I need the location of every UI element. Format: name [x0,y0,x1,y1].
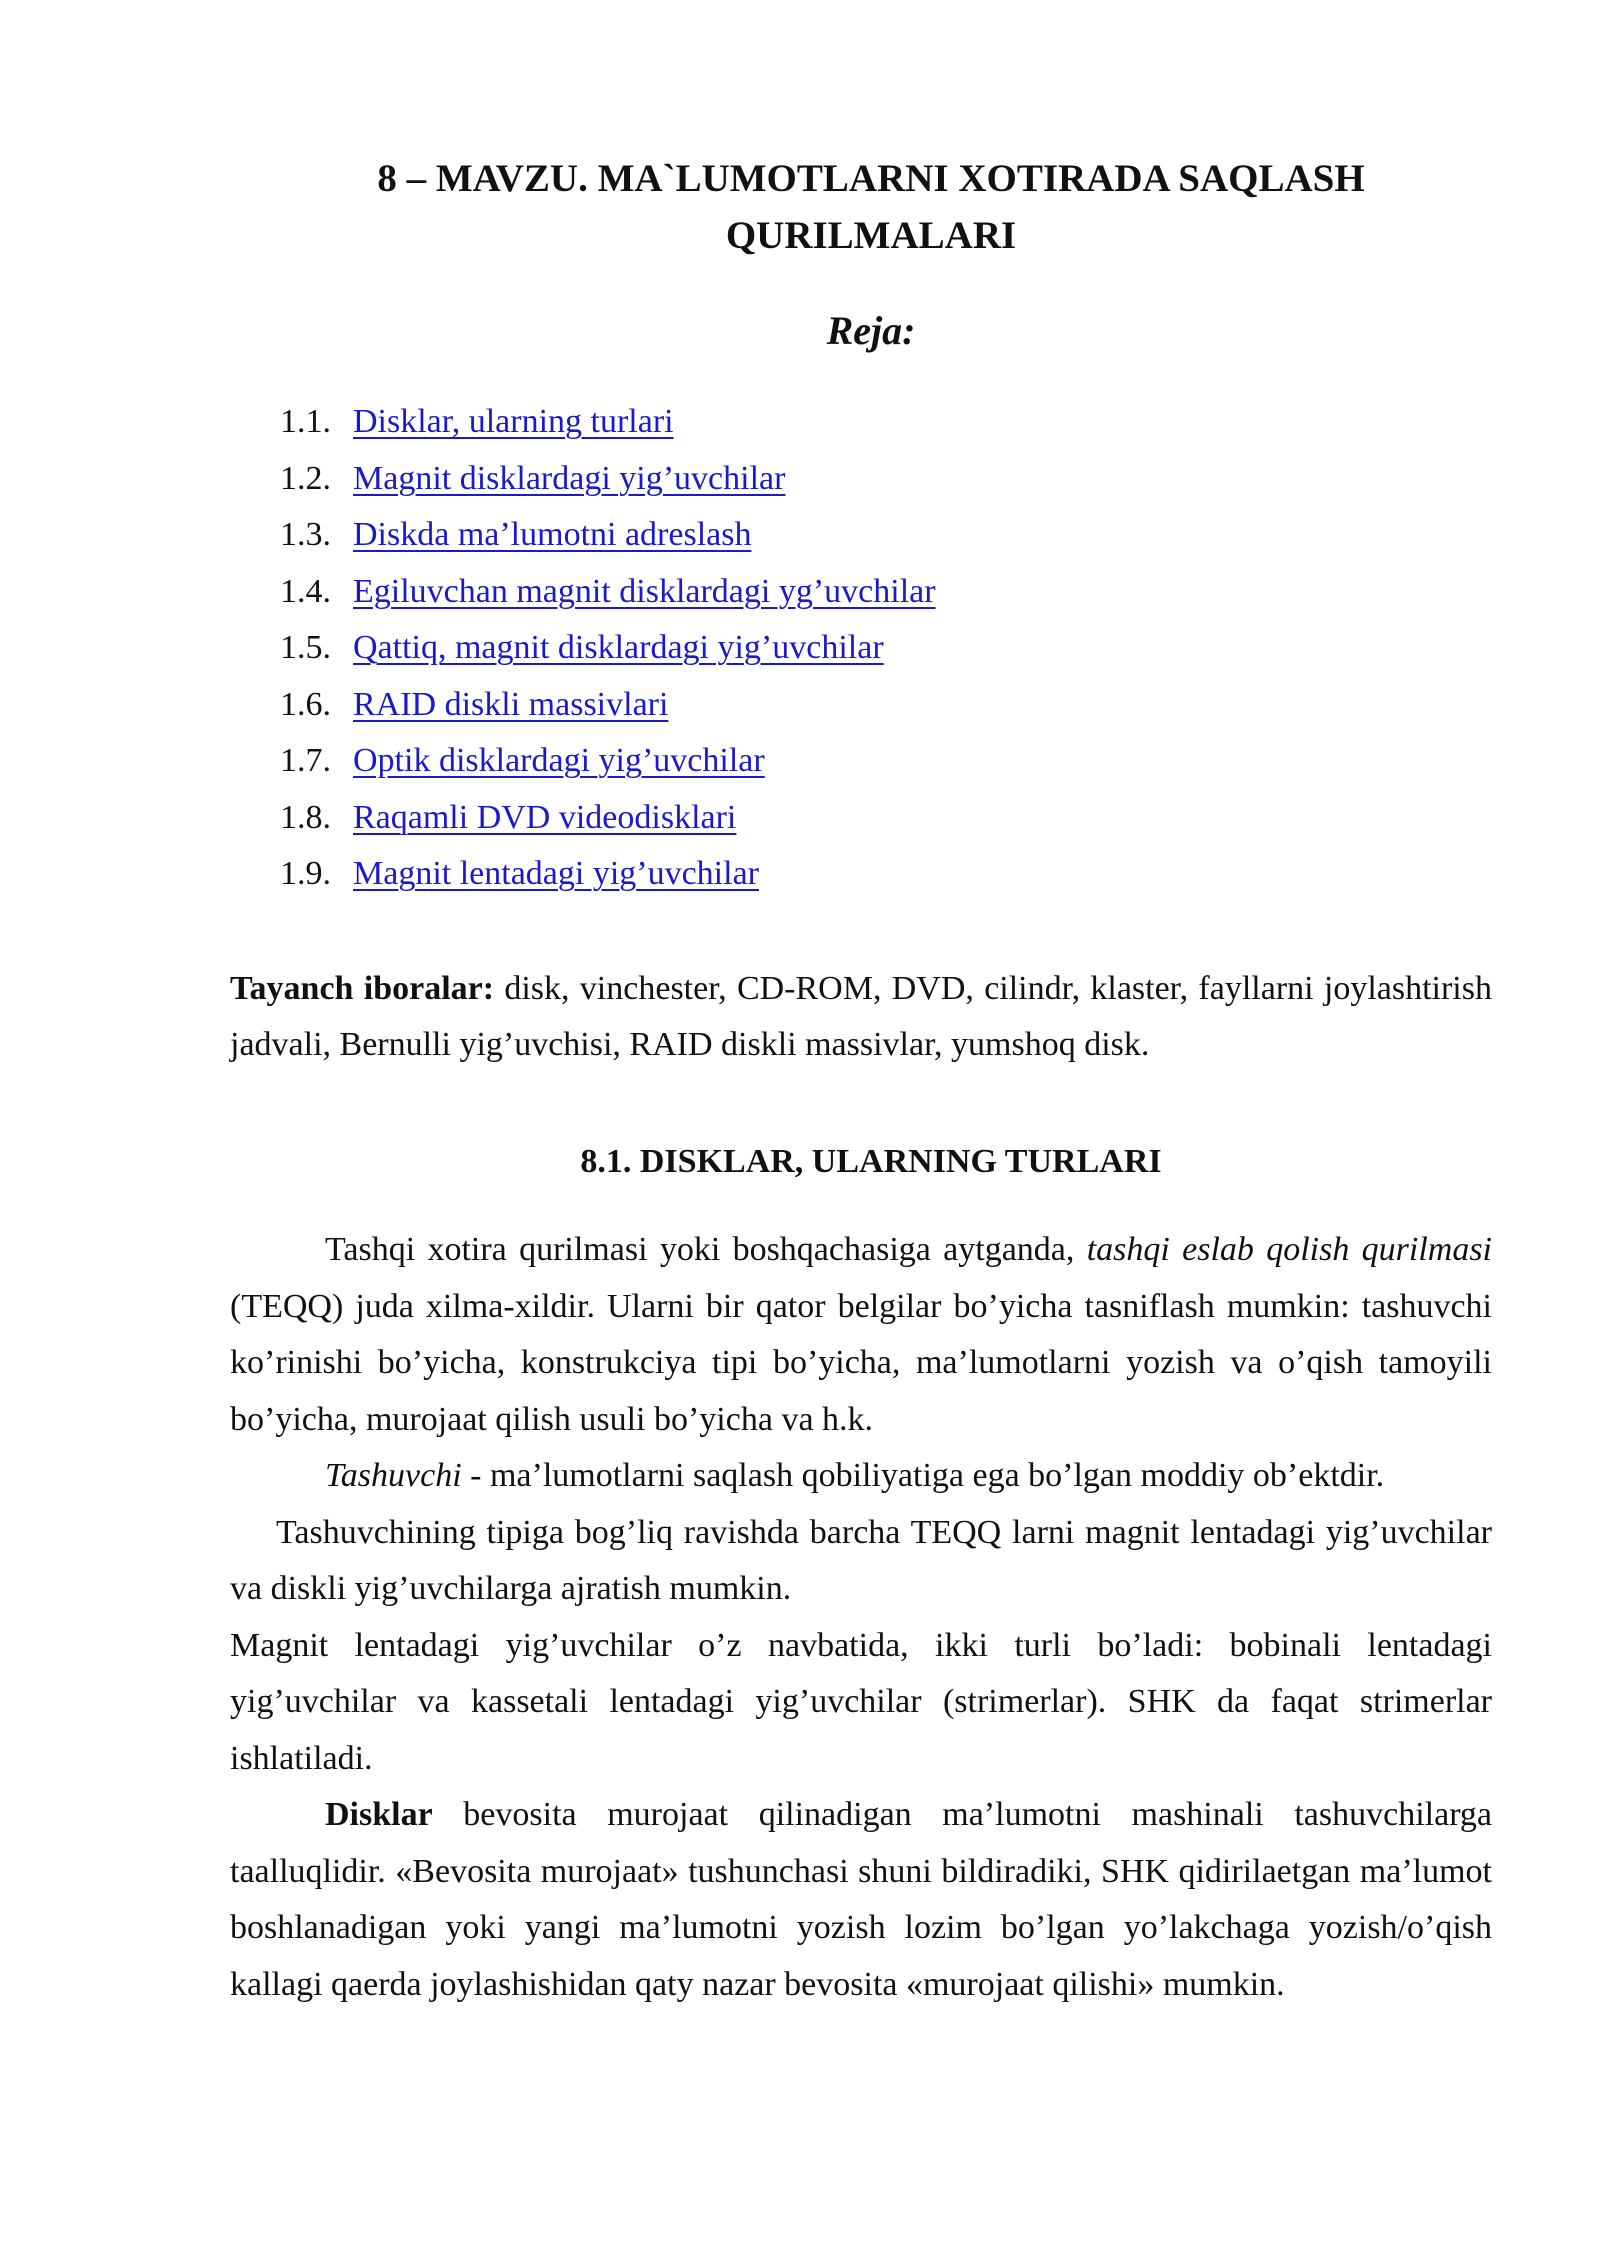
keywords-paragraph [230,961,1492,1074]
paragraph-text: - ma’lumotlarni saqlash qobiliyatiga ega bo’lgan moddiy ob’ektdir. [461,1457,1385,1494]
section-title: 8.1. DISKLAR, ULARNING TURLARI [580,1142,1162,1180]
table-of-contents [230,394,1492,903]
toc-link[interactable]: Diskda ma’lumotni adreslash [353,516,752,553]
toc-number: 1.5. [280,629,331,666]
body-paragraph-2 [230,1448,1492,1505]
toc-item [280,394,1492,451]
document-title [230,150,1492,264]
toc-number: 1.8. [280,798,331,836]
toc-item [280,677,1492,734]
body-paragraph-4: Magnit lentadagi yig’uvchilar o’z navbatida, ikki turli bo’ladi: bobinali lentadagi yig’uvchilar va kassetali lentadagi yig’uvchilar (strimerlar). SHK da faqat strimerlar ishlatiladi. [230,1626,1492,1777]
body-paragraph-5 [230,1787,1492,2013]
keywords-text: disk, vinchester, CD-ROM, DVD, cilindr, klaster, fayllarni joylashtirish jadvali, Bernulli yig’uvchisi, RAID diskli massivlar, yumshoq disk. [230,969,1492,1063]
toc-number: 1.9. [280,855,331,892]
title-line-1: 8 – MAVZU. MA`LUMOTLARNI XOTIRADA SAQLASH [377,157,1365,200]
italic-term: Tashuvchi [325,1457,462,1494]
toc-link[interactable]: Optik disklardagi yig’uvchilar [353,742,765,779]
toc-item [280,846,1492,903]
body-paragraph-1 [230,1222,1492,1448]
toc-link[interactable]: Egiluvchan magnit disklardagi yg’uvchilar [353,572,936,610]
toc-item [280,564,1492,621]
paragraph-text: bevosita murojaat qilinadigan ma’lumotni mashinali tashuvchilarga taalluqlidir. «Bevosita murojaat» tushunchasi shuni bildiradiki, SHK qidirilaetgan ma’lumot boshlanadigan yoki yangi ma’lumotni yozish lozim bo’lgan yo’lakchaga yozish/o’qish kallagi qaerda joylashishidan qaty nazar bevosita «murojaat qilishi» mumkin. [230,1796,1492,2003]
toc-item [280,790,1492,847]
toc-item [280,733,1492,790]
toc-number: 1.6. [280,685,331,723]
paragraph-text: (TEQQ) juda xilma-xildir. Ularni bir qator belgilar bo’yicha tasniflash mumkin: tashuvchi ko’rinishi bo’yicha, konstrukciya tipi bo’yicha, ma’lumotlarni yozish va o’qish tamoyili bo’yicha, murojaat qilish usuli bo’yicha va h.k. [230,1287,1492,1438]
toc-link[interactable]: Raqamli DVD videodisklari [353,798,737,836]
toc-item [280,507,1492,564]
document-page [230,150,1492,2013]
paragraph-text: Tashqi xotira qurilmasi yoki boshqachasiga aytganda, [325,1231,1087,1268]
toc-link[interactable]: Magnit disklardagi yig’uvchilar [353,459,786,497]
toc-link[interactable]: Magnit lentadagi yig’uvchilar [353,855,759,892]
toc-number: 1.4. [280,572,331,610]
body-paragraph-3: Tashuvchining tipiga bog’liq ravishda barcha TEQQ larni magnit lentadagi yig’uvchilar va diskli yig’uvchilarga ajratish mumkin. [230,1513,1492,1607]
toc-number: 1.7. [280,742,331,779]
bold-term: Disklar [325,1796,433,1833]
toc-number: 1.3. [280,516,331,553]
toc-link[interactable]: Qattiq, magnit disklardagi yig’uvchilar [353,629,884,666]
toc-link[interactable]: RAID diskli massivlari [353,685,669,723]
toc-item [280,451,1492,508]
toc-item [280,620,1492,677]
toc-number: 1.2. [280,459,331,497]
plan-heading: Reja: [826,308,916,353]
italic-term: tashqi eslab qolish qurilmasi [1086,1231,1493,1268]
toc-link[interactable]: Disklar, ularning turlari [353,403,674,440]
toc-number: 1.1. [280,403,331,440]
keywords-label: Tayanch iboralar: [230,969,495,1007]
title-line-2: QURILMALARI [725,214,1017,257]
